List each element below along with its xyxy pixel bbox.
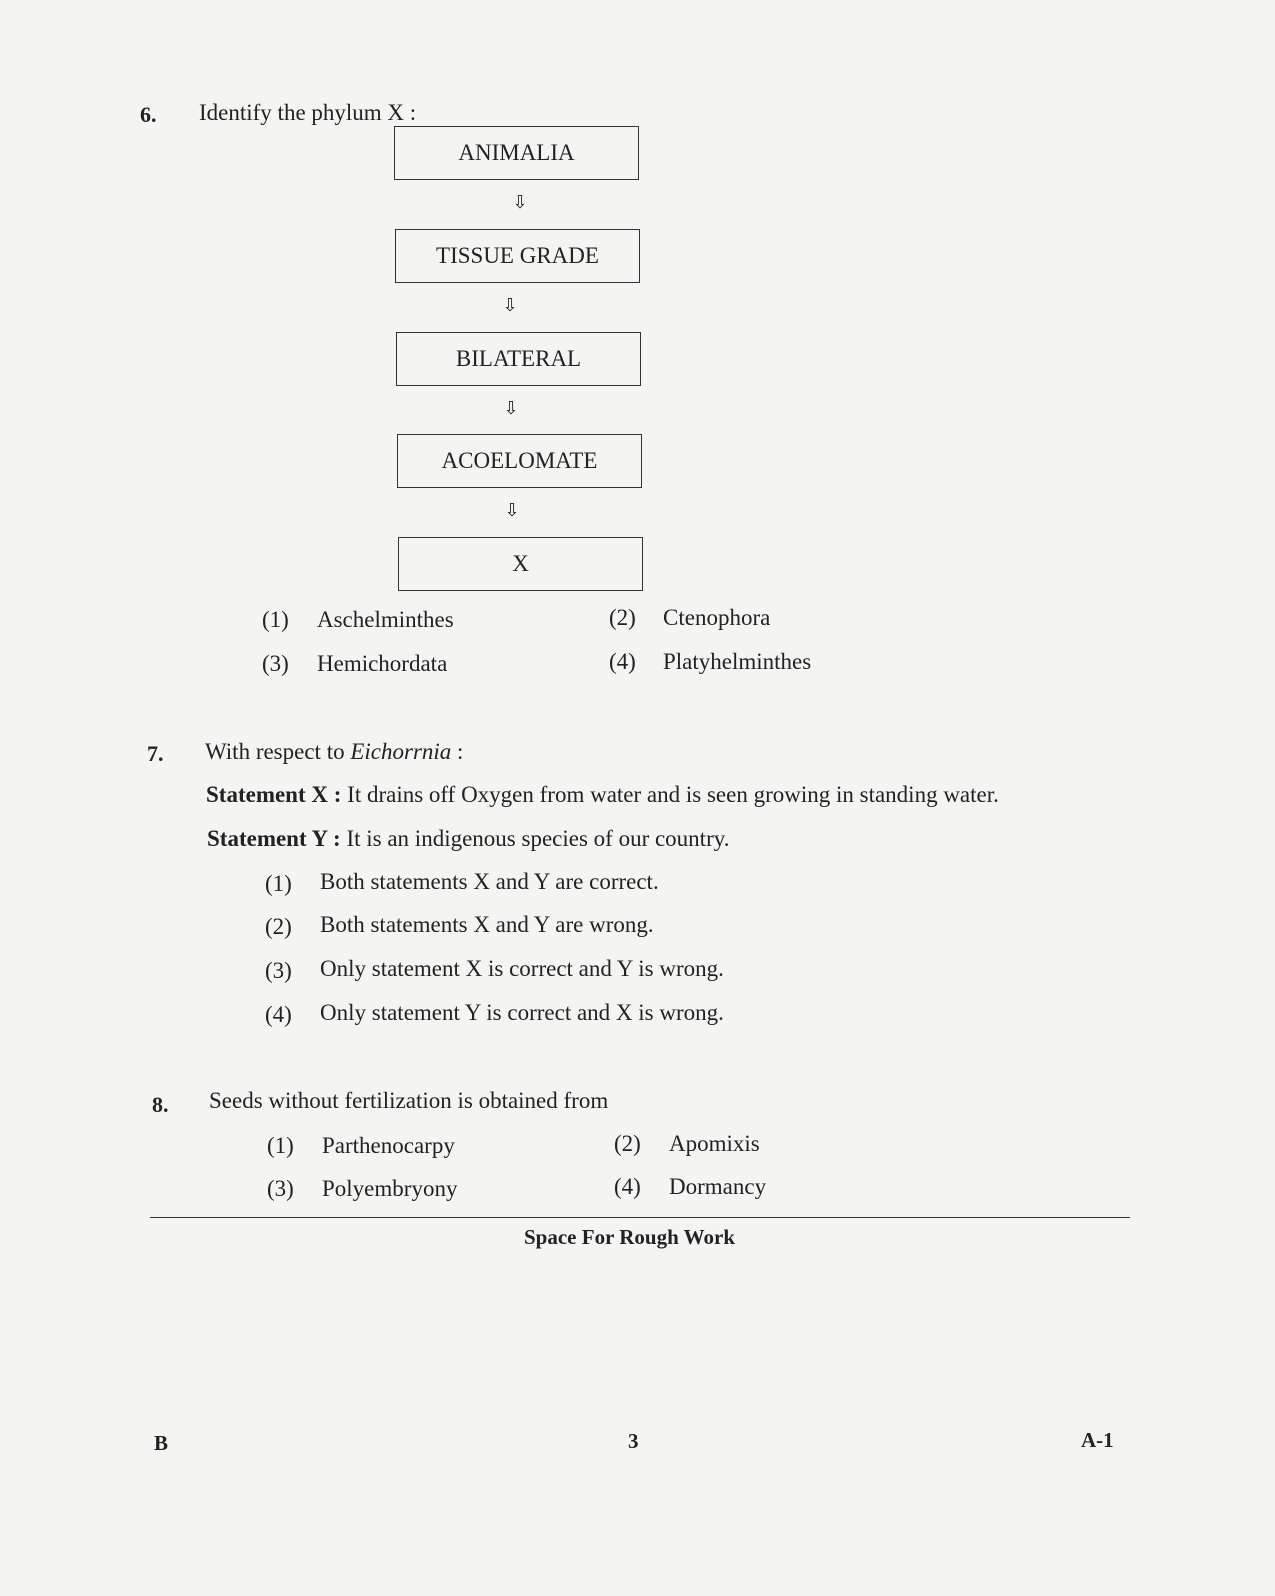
flowchart-box-tissue-grade: TISSUE GRADE xyxy=(395,229,640,283)
option-number: (2) xyxy=(609,605,636,630)
question-8-text: Seeds without fertilization is obtained from xyxy=(209,1088,609,1113)
statement-y-label: Statement Y : xyxy=(207,826,341,851)
rough-work-divider xyxy=(150,1217,1130,1218)
question-7-species: Eichorrnia xyxy=(350,739,452,764)
question-6-text: Identify the phylum X : xyxy=(199,100,417,125)
footer-series-code: B xyxy=(154,1431,169,1455)
page-number: 3 xyxy=(628,1429,639,1453)
option-text: Hemichordata xyxy=(317,651,448,676)
option-number: (2) xyxy=(265,914,292,939)
option-number: (4) xyxy=(609,649,636,674)
option-text: Dormancy xyxy=(669,1174,767,1199)
option-number: (1) xyxy=(267,1133,294,1158)
option-text: Polyembryony xyxy=(322,1176,458,1201)
statement-x xyxy=(206,782,999,808)
statement-x-label: Statement X : xyxy=(206,782,342,807)
question-7-prefix: With respect to xyxy=(205,739,351,764)
question-7-number: 7. xyxy=(147,741,164,766)
option-number: (3) xyxy=(265,958,292,983)
option-number: (3) xyxy=(262,651,289,676)
option-number: (3) xyxy=(267,1176,294,1201)
option-text: Parthenocarpy xyxy=(322,1133,455,1158)
flowchart-box-bilateral: BILATERAL xyxy=(396,332,641,386)
statement-y xyxy=(207,826,730,852)
question-7-suffix: : xyxy=(451,739,464,764)
option-text: Ctenophora xyxy=(663,605,771,630)
statement-y-text: It is an indigenous species of our country. xyxy=(340,826,730,851)
option-number: (1) xyxy=(265,871,292,896)
flowchart-box-x: X xyxy=(398,537,643,591)
option-text: Platyhelminthes xyxy=(663,649,812,674)
option-number: (4) xyxy=(614,1174,641,1199)
option-text: Both statements X and Y are wrong. xyxy=(320,912,654,937)
option-text: Only statement X is correct and Y is wrong. xyxy=(320,956,724,981)
question-6-number: 6. xyxy=(140,102,157,127)
question-7-text xyxy=(205,739,463,765)
question-8-number: 8. xyxy=(152,1092,169,1117)
option-number: (2) xyxy=(614,1131,641,1156)
down-arrow-icon: ⇩ xyxy=(502,295,518,316)
option-text: Aschelminthes xyxy=(317,607,454,632)
option-number: (4) xyxy=(265,1002,292,1027)
statement-x-text: It drains off Oxygen from water and is seen growing in standing water. xyxy=(341,782,999,807)
down-arrow-icon: ⇩ xyxy=(503,398,519,419)
rough-work-heading: Space For Rough Work xyxy=(524,1225,736,1249)
flowchart-box-acoelomate: ACOELOMATE xyxy=(397,434,642,488)
option-text: Apomixis xyxy=(669,1131,760,1156)
down-arrow-icon: ⇩ xyxy=(504,500,520,521)
option-text: Both statements X and Y are correct. xyxy=(320,869,659,894)
down-arrow-icon: ⇩ xyxy=(512,192,528,213)
flowchart-box-animalia: ANIMALIA xyxy=(394,126,639,180)
option-number: (1) xyxy=(262,607,289,632)
footer-version-code: A-1 xyxy=(1081,1428,1114,1452)
option-text: Only statement Y is correct and X is wrong. xyxy=(320,1000,724,1025)
